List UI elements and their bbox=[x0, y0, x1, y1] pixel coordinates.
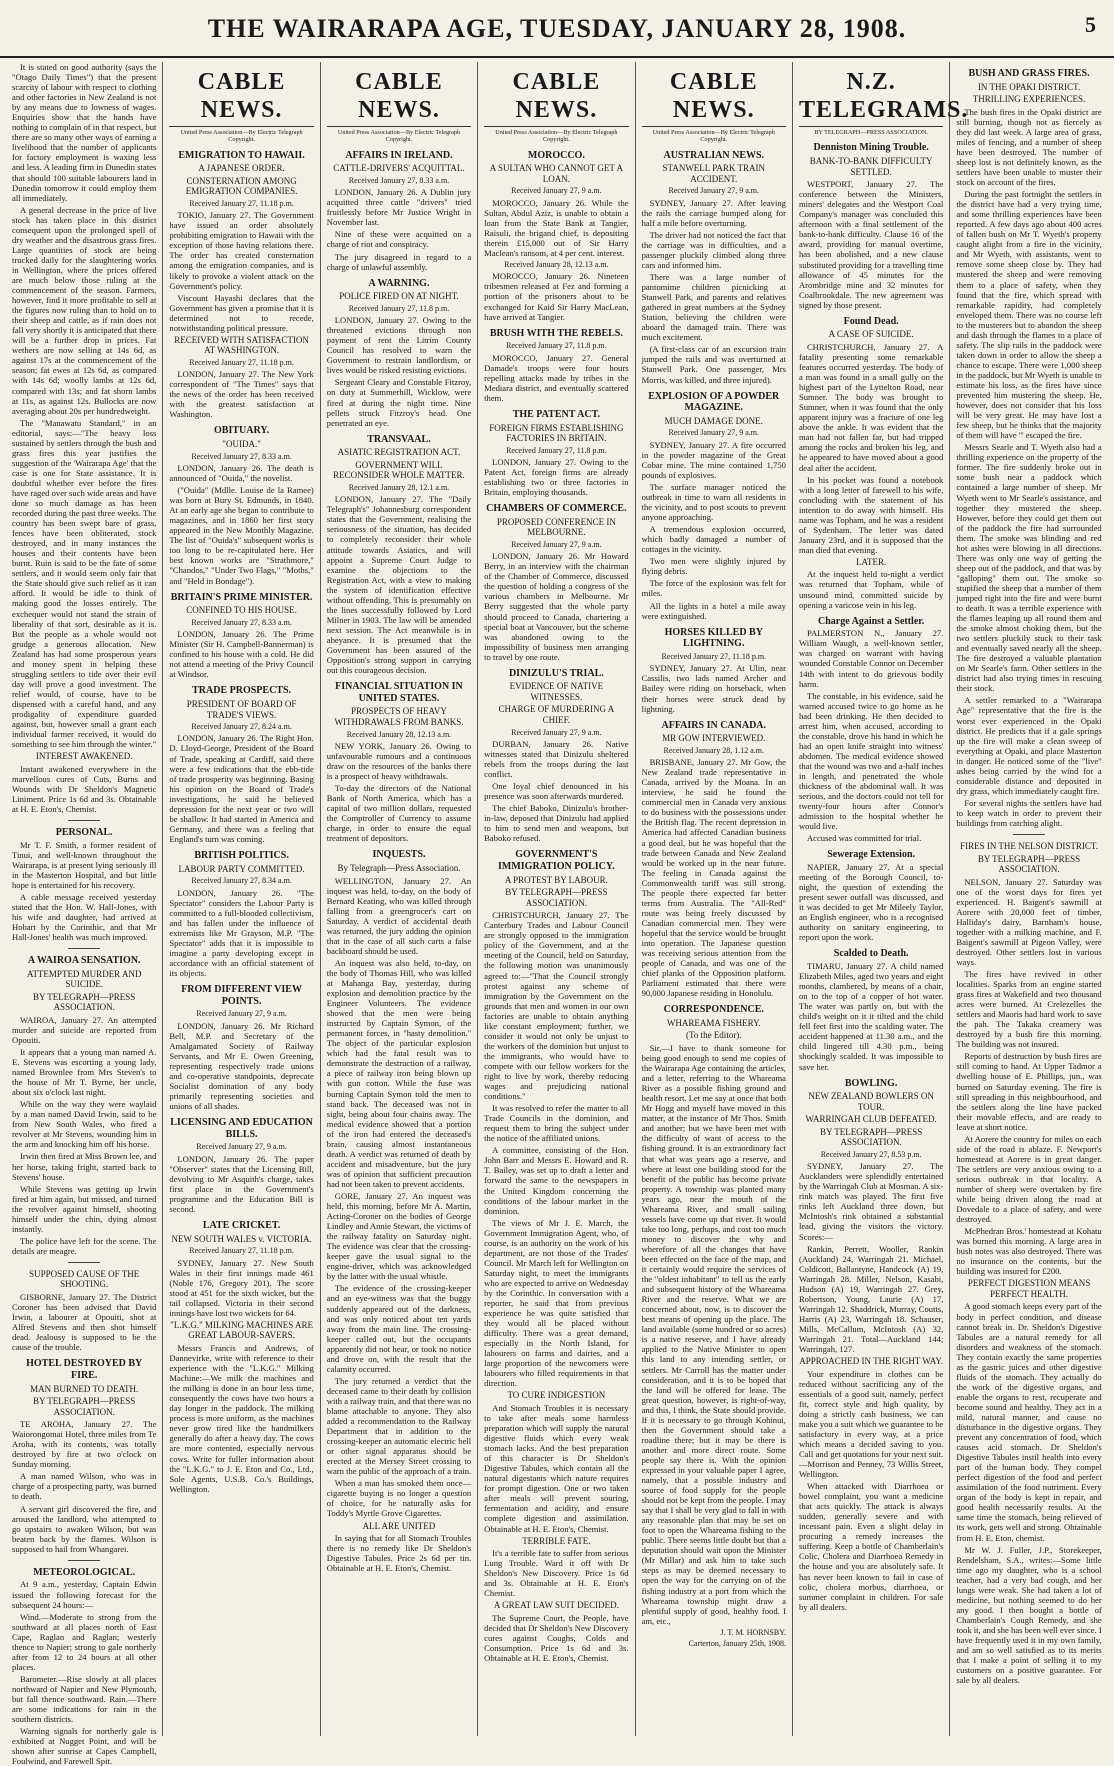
article-subheadline: TO CURE INDIGESTION bbox=[507, 1390, 606, 1401]
article-subheadline: A PROTEST BY LABOUR. bbox=[504, 874, 608, 885]
article-paragraph: Messrs Francis and Andrews, of Dannevirke, write with reference to their experience with the "L.K.G." Milking Machine:—We milk the machines and the milking is done in an hour less time, consequently the cows have two hours a day longer in the paddock. The milking process is more uniform, as the machines never grow tired like the handmilkers generally do after a heavy day. The cows are more contented, especially nervous cows. Write for fuller information about the "L.K.G." to J. E. Eton and Co., Ltd., Sole Agents, U.S.B. Co.'s Buildings, Wellington. bbox=[169, 1342, 314, 1494]
article-subheadline: ASIATIC REGISTRATION ACT. bbox=[337, 447, 461, 458]
dateline: Received January 27, 8.53 p.m. bbox=[820, 1149, 922, 1159]
column-rule bbox=[68, 1560, 100, 1561]
dateline: Received January 27, 9 a.m. bbox=[668, 186, 759, 196]
column-1 bbox=[6, 62, 163, 1766]
column-2 bbox=[163, 62, 320, 1736]
article-headline: AFFAIRS IN CANADA. bbox=[661, 719, 767, 731]
article-paragraph: Sir,—I have to thank someone for being good enough to send me copies of the Wairarapa Age containing the articles, and a letter, referring to the Whareama River as a possible fishing ground and health resort. Let me say at once that both Mr Hogg and myself have moved in this matter, at the instance of Mr Thos. Smith and another; but we have been met with the difficulty of want of access to the fishing ground. It is an extraordinary fact that what was years ago a reserve, and where at least one building stood for the benefit of the public has become private property. A township was planted many years ago, near the mouth of the Whareama River, and small sailing vessels have come up that river. It would take too long, perhaps, and cost too much money to discover the why and wherefore of all the changes that have been effected on the face of the map, and it certainly would require the services of the "oldest inhabitant" to tell us the early and subsequent history of the Whareama River and the reserve. What we are concerned about, now, is to discover the best means of opening up the place. The land available (some hundred or so acres) is a native reserve, and I have already applied to the Native Minister to open this land to any intending settler, or settlers. Mr Carroll has the matter under consideration, and it is to be hoped that the land will be offered for lease. The great question, however, is right-of-way, and this, I think, the State should provide. If it is necessary to go through Kohinui, then the Government should take a roadline there; but it may be there is another and more direct route. Some people say there is. With the opinion expressed in your valuable paper I agree, namely, that a possible industry and source of food supply for the people should not be kept from the people. I may say that I shall be very glad to fall in with any reasonable plan that may be set on foot to open the Whareama fishing to the public. There seems little doubt but that a deputation should wait upon the Minister (Mr Millar) and ask him to take such steps as may be deemed necessary to open the way for the carrying on of the fishing industry at a port from which the Whareama township might draw a plentiful supply of good, healthy food. I am, etc., bbox=[641, 1043, 786, 1626]
article-paragraph: The surface manager noticed the outbreak in time to warn all residents in the vicinity, and to post scouts to prevent anyone approaching. bbox=[641, 482, 786, 523]
article-subheadline: GOVERNMENT WILL RECONSIDER WHOLE MATTER. bbox=[333, 459, 465, 481]
column-5 bbox=[636, 62, 793, 1736]
article-paragraph: The chief Baboko, Dinizulu's brother-in-law, deposed that Dinizulu had applied to him to send men and weapons, but Baboko refused. bbox=[484, 803, 629, 844]
column-rule bbox=[68, 948, 100, 949]
article-subheadline: MR GOW INTERVIEWED. bbox=[662, 733, 766, 744]
article-headline: HOTEL DESTROYED BY FIRE. bbox=[26, 1358, 143, 1381]
dateline: Received January 27, 11.18 p.m. bbox=[189, 198, 294, 208]
article-paragraph: MOROCCO, January 27. General Damade's troops were four hours repelling attacks made by tribes in the Mediara district, and eventually scattered them. bbox=[484, 352, 629, 403]
article-paragraph: An inquest was also held, to-day, on the body of Thomas Hill, who was killed at Mahanga Bay, yesterday, during explosion and demolition practice by the Engineer Volunteers. The evidence showed that the men were being instructed by Captain Symon, of the permanent forces, in "hasty demolition." The object of the particular explosion which had the fatal result was to demonstrate the destruction of a railway, a piece of railway iron being blown up with gun cotton. While the fuse was burning Captain Symon told the men to stand back. The deceased was not in sight, being about four chains away. The medical evidence showed that a portion of the iron had entered the deceased's brain, causing almost instantaneous death. A verdict was returned of death by accident and misadventure, but the jury was of opinion that sufficient precaution had not been taken to prevent accidents. bbox=[326, 957, 472, 1189]
page-number: 5 bbox=[1085, 12, 1096, 37]
article-subheadline: CATTLE-DRIVERS' ACQUITTAL. bbox=[333, 163, 465, 174]
heading-rule bbox=[484, 126, 628, 127]
article-paragraph: A tremendous explosion occurred, which badly damaged a number of cottages in the vicinity. bbox=[641, 524, 786, 555]
article-paragraph: SYDNEY, January 27. At Ulin, near Cassilis, two lads named Archer and Bailey were riding on horseback, when their horses were struck dead by lightning. bbox=[641, 663, 786, 714]
article-subheadline: (To the Editor). bbox=[685, 1030, 742, 1041]
article-headline: BUSH AND GRASS FIRES. bbox=[968, 68, 1090, 79]
article-subheadline: STANWELL PARK TRAIN ACCIDENT. bbox=[662, 163, 765, 184]
article-paragraph: At Aorere the country for miles on each side of the road is ablaze. F. Newport's homestead at Aorere is in great danger. The settlers are very anxious owing to a serious outbreak in that locality. A number of sheep were overtaken by fire while being driven along the road at Dovedale to a place of safety, and were destroyed. bbox=[956, 1133, 1102, 1225]
article-paragraph: While on the way they were waylaid by a man named David Irwin, said to be from New South Wales, who fired a revolver at Mr Stevens, wounding him in the arm and knocking him off his horse. bbox=[12, 1099, 157, 1150]
article-paragraph: The Supreme Court, the People, have decided that Dr Sheldon's New Discovery cures against Coughs, Colds and Consumption. Price 1s 6d and 3s. Obtainable at H. E. Eton's, Chemist. bbox=[484, 1612, 629, 1664]
article-subheadline: WHAREAMA FISHERY. bbox=[666, 1017, 761, 1028]
article-paragraph: ("Ouida" (Mdlle. Louise de la Ramee) was born at Bury St. Edmunds, in 1840. At an early age she began to contribute to magazines, and in 1860 her first story appeared in the New Monthly Magazine. The list of "Ouida's" subsequent works is too long to be re-capitulated here. Her best known works are "Strathmore," "Chandos," "Under Two Flags," "Moths," and "Held in Bondage"). bbox=[169, 485, 314, 586]
article-subheadline: CONSTERNATION AMONG EMIGRATION COMPANIES. bbox=[185, 175, 298, 197]
article-headline: THE PATENT ACT. bbox=[512, 408, 601, 420]
article-paragraph: A general decrease in the price of live stock has taken place in this district consequent upon the prolonged spell of dry weather and the disastrous grass fires. Large quantities of stock are being trucked daily for the slaughtering works in Wellington, where the prices offered are much below those ruling at the commencement of the season. Farmers, however, find it more profitable to sell at the figures now ruling than to hold on to their sheep and cattle, as if rain does not fall very shortly it is anticipated that there will be a further drop in prices. Fat wethers are now selling at 14s 6d, as against 17s at the commencement of the season; fat ewes at 12s 6d, as compared with 14s 6d; woolly lambs at 12s 6d, compared with 13s; and fat shorn lambs at 11s, as against 12s. Bullocks are now averaging about 20s per hundredweight. bbox=[12, 204, 157, 416]
article-paragraph: Warning signals for northerly gale is exhibited at Nugget Point, and will be shown after sunrise at Capes Campbell, Foulwind, and Farewell Spit. bbox=[12, 1726, 157, 1766]
dateline: Received January 28, 1.12 a.m. bbox=[663, 745, 764, 755]
column-heading: CABLE NEWS. bbox=[197, 69, 286, 124]
article-paragraph: A committee, consisting of the Hon. John Barr and Messrs E. Howard and R. T. Bailey, was set up to draft a letter and forward the same to the newspapers in the United Kingdom concerning the conditions of the labour market in the dominion. bbox=[484, 1145, 629, 1216]
article-subheadline: POLICE FIRED ON AT NIGHT. bbox=[339, 291, 459, 302]
article-paragraph: At 9 a.m., yesterday, Captain Edwin issued the following forecast for the subsequent 24 hours:— bbox=[12, 1579, 157, 1610]
article-subheadline: NEW SOUTH WALES v. VICTORIA. bbox=[171, 1233, 312, 1244]
article-paragraph: Reports of destruction by bush fires are still coming to hand. At Upper Tadmor a dwelling house of E. Phillips, jun., was burned on Saturday evening. The fire is still spreading in this neighbourhood, and the settlers along the line have packed their movable effects, and are ready to leave at short notice. bbox=[956, 1051, 1102, 1132]
article-subheadline: TERRIBLE FATE. bbox=[522, 1535, 591, 1546]
article-subheadline: FIRES IN THE NELSON DISTRICT. bbox=[960, 841, 1098, 852]
article-subheadline: INTEREST AWAKENED. bbox=[35, 751, 133, 762]
article-subheadline: SUPPOSED CAUSE OF THE SHOOTING. bbox=[29, 1268, 140, 1290]
article-headline: AUSTRALIAN NEWS. bbox=[663, 149, 765, 161]
article-headline: MOROCCO. bbox=[527, 149, 585, 161]
column-3 bbox=[321, 62, 478, 1736]
article-subheadline: ATTEMPTED MURDER AND SUICIDE. bbox=[26, 968, 142, 990]
dateline: Received January 27, 8.34 a.m. bbox=[191, 876, 292, 886]
article-paragraph: During the past fortnight the settlers in the district have had a very trying time, and some thrilling experiences have been reported. A few days ago about 400 acres of fallen bush on Mr T. Wyeth's property caught alight from a fire in the vicinity, and Mr Wyeth, with assistants, went to remove some sheep close by. They had mustered the sheep and were removing them to a place of safety, when they found that the fire, which spread with remarkable rapidity, had completely enveloped them. There was no course left to the musterers but to abandon the sheep and dash through the flames to a place of safety. The slip rails in the paddock were taken down in order to allow the sheep a chance to escape. There were 1,000 sheep in the paddock, but Mr Wyeth is unable to estimate his loss, as the fires have since prevented him mustering the sheep. He, however, does not consider that his loss will be very great. He may have lost a few sheep, but he thinks that the majority of them will have ''' escaped the fire. bbox=[956, 189, 1102, 441]
article-paragraph: LONDON, January 26. A Dublin jury acquitted three cattle "drivers" tried fruitlessly before Mr Justice Wright in November last. bbox=[326, 187, 472, 228]
column-rule bbox=[1013, 834, 1045, 835]
article-paragraph: The force of the explosion was felt for miles. bbox=[641, 578, 786, 599]
dateline: Received January 27, 11.18 p.m. bbox=[189, 1246, 294, 1256]
heading-rule bbox=[799, 126, 943, 127]
dateline: Received January 27, 9 a.m. bbox=[511, 727, 602, 737]
article-headline: CHAMBERS OF COMMERCE. bbox=[486, 503, 627, 515]
copyright-note: United Press Association—By Electric Telegraph Copyright. bbox=[495, 129, 618, 144]
article-paragraph: NELSON, January 27. Saturday was one of the worst days for fires yet experienced. H. Baigent's sawmill at Aorere with 20,000 feet of timber, Halliday's dairy, Barnham's house, together with a milking machine, and F. Baigent's sawmill at Pigeon Valley, were destroyed. Other settlers lost in various ways. bbox=[956, 876, 1102, 967]
article-paragraph: A settler remarked to a "Wairarapa Age" representative that the fire is the worst ever experienced in the Opaki district. He predicts that if a gale springs up the fire will make a clean sweep of everything at Opaki, and place Masterton in danger. He noticed some of the "live" ashes being carried by the wind for a considerable distance and deposited in dry grass, which immediately caught fire. bbox=[956, 695, 1102, 796]
article-headline: BRUSH WITH THE REBELS. bbox=[489, 327, 623, 339]
article-paragraph: The fires have revived in other localities. Sparks from an engine started grass fires at Wakefield and two thousand acres were burned. At Crelezelles the settlers and Maoris had hard work to save the pah. The Takaka creamery was destroyed by a bush fire this morning. The building was not insured. bbox=[956, 969, 1102, 1050]
article-paragraph: At the inquest held to-night a verdict was returned that Topham, while of unsound mind, committed suicide by opening a varicose vein in his leg. bbox=[798, 569, 944, 610]
article-subheadline: BY TELEGRAPH—PRESS ASSOCIATION. bbox=[820, 1126, 923, 1148]
article-paragraph: BRISBANE, January 27. Mr Gow, the New Zealand trade representative in Canada, arrived by the Moana. In an interview, he said he found the commercial men in Canada very anxious to do business with the possessions under the British flag. The recent depression in America had affected Canadian business a good deal, but he was hopeful that the trade between Canada and New Zealand would be worked up in the near future. The feeling in Canada against the Commonwealth tariff was still strong. The people there expected far better terms from Australia. The "All-Red" route was being freely discussed by Canadian commercial men. They were hopeful that the service would be brought into operation. The Japanese question was receiving serious attention from the people of Canada, and was one of the chief planks of the Opposition platform. Parliament estimated that there were 90,000 Japanese residing in Honolulu. bbox=[641, 757, 786, 999]
article-paragraph: A servant girl discovered the fire, and aroused the landlord, who attempted to go upstairs to awaken Wilson, but was beaten back by the flames. Wilson is supposed to hail from Whangarei. bbox=[12, 1503, 157, 1554]
article-paragraph: Mr T. F. Smith, a former resident of Tinui, and well-known throughout the Wairarapa, is at present lying seriously ill in the Masterton Hospital, and but little hope is entertained for his recovery. bbox=[12, 839, 157, 890]
article-paragraph: McPhedran Bros.' homestead at Kohatu was burned this morning. A large area in bush notes was also destroyed. There was no insurance on the contents, but the building was insured for £200. bbox=[956, 1226, 1102, 1277]
article-subheadline: "L.K.G." MILKING MACHINES ARE GREAT LABOUR-SAVERS. bbox=[170, 1319, 314, 1341]
dateline: Received January 27, 8.33 a.m. bbox=[191, 451, 292, 461]
dateline: Received January 27, 8.33 a.m. bbox=[348, 175, 450, 185]
article-paragraph: LONDON, January 27. The "Daily Telegraph's" Johannesburg correspondent states that the Government, realising the seriousness of the situation, has decided to completely reconsider their whole attitude towards Asiatics, and will appoint a Supreme Court Judge to examine the objections to the Registration Act, with a view to making the system of identification effective without offending. This is presumably on the lines successfully followed by Lord Milner in 1903. The law will be amended next session. The Act meanwhile is in abeyance. It is presumed that the Government has been assured of the Opposition's strong support in carrying out this courageous decision. bbox=[326, 494, 472, 676]
article-paragraph: The evidence of the crossing-keeper and an eye-witness was that the buggy suddenly appeared out of the darkness, and was only noticed about ten yards away from the main line. The crossing-keeper called out, but the occupants apparently did not hear, or took no notice and drove on, with the result that the calamity occurred. bbox=[326, 1283, 472, 1374]
article-paragraph: The "Manawatu Standard," in an editorial, says:—"The heavy loss sustained by settlers through the bush and grass fires this year justifies the suggestion of the 'Wairarapa Age' that the case is one for State assistance. It is doubtful whether ever before the fires have raged over such wide areas and have done so much damage as has been recorded during the past three weeks. The country has been swept bare of grass, fences have been obliterated, stock destroyed, and in many instances the houses and their contents have been burnt. Ruin is said to be the fate of some settlers, and it would seem only fair that the State should give such relief as it can afford. It would be idle to think of making good the losses entirely. The exchequer would not stand the strain of liberality of that sort, desirable as it is. But the people as a whole would not grudge a generous allocation. New Zealand has had some prosperous years and money spent in helping these struggling settlers to tide over their evil day will prove a good investment. The relief would, of course, have to be dispensed with a careful hand, and any prodigality of expenditure guarded against, but, however small a grant each individual farmer received, it would do something to see him through the winter." bbox=[12, 417, 157, 750]
article-paragraph: GISBORNE, January 27. The District Coroner has been advised that David Irwin, a labourer at Opouiti, shot at Alfred Stevens and then shot himself dead. Jealousy is supposed to be the cause of the trouble. bbox=[12, 1291, 157, 1353]
article-paragraph: WAIROA, January 27. An attempted murder and suicide are reported from Opouiti. bbox=[12, 1014, 157, 1045]
article-subheadline: A JAPANESE ORDER. bbox=[198, 163, 285, 174]
article-paragraph: NAPIER, January 27. At a special meeting of the Borough Council, to-night, the question of extending the present sewer outfall was discussed, and it was decided to get Mr Mileely Taylor, an English engineer, who is a recognised authority on sanitary engineering, to report upon the work. bbox=[798, 861, 944, 943]
article-paragraph: DURBAN, January 26. Native witnesses stated that Dinizulu sheltered rebels from the troops during the last conflict. bbox=[484, 738, 629, 779]
article-paragraph: It appears that a young man named A. E. Stevens was escorting a young lady, named Brownlee from Mrs Steven's to the house of Mr T. Byrne, her uncle, about six o'clock last night. bbox=[12, 1046, 157, 1098]
dateline: Received January 27, 9 a.m. bbox=[511, 539, 602, 549]
article-headline: HORSES KILLED BY LIGHTNING. bbox=[664, 626, 763, 650]
heading-rule bbox=[642, 126, 786, 127]
article-paragraph: MOROCCO, January 26. While the Sultan, Abdul Aziz, is unable to obtain a loan from the State Bank at Tangier, Raisuli, the brigand chief, is depositing therein £15,000 out of Sir Harry Maclean's ransom, at 4 per cent. interest. bbox=[484, 197, 629, 258]
article-paragraph: The police have left for the scene. The details are meagre. bbox=[12, 1235, 157, 1256]
article-headline: TRANSVAAL. bbox=[367, 433, 431, 445]
article-paragraph: SYDNEY, January 27. New South Wales in their first innings made 461 (Noble 176, Gregory 201). The score stood at 451 for the sixth wicket, but the tail collapsed. Victoria in their second innings have lost two wickets for 64. bbox=[169, 1257, 314, 1318]
article-subheadline: PRESIDENT OF BOARD OF TRADE'S VIEWS. bbox=[186, 699, 297, 720]
article-paragraph: LONDON, January 26. The Prime Minister (Sir H. Campbell-Bannerman) is confined to his house with a cold. He did not attend a meeting of the Privy Council at Windsor. bbox=[169, 629, 314, 680]
article-headline: Charge Against a Settler. bbox=[818, 615, 925, 627]
article-subheadline: By Telegraph—Press Association. bbox=[337, 863, 461, 874]
article-headline: GOVERNMENT'S IMMIGRATION POLICY. bbox=[498, 849, 615, 873]
article-subheadline: MAN BURNED TO DEATH. bbox=[30, 1383, 139, 1394]
article-paragraph: Wind.—Moderate to strong from the southward at all places north of East Cape, Raglan and Raglan; westerly thence to Napier; strong to gale northerly after from 12 to 24 hours at all other places. bbox=[12, 1611, 157, 1672]
article-subheadline: "OUIDA." bbox=[222, 439, 261, 450]
article-headline: EXPLOSION OF A POWDER MAGAZINE. bbox=[648, 390, 780, 414]
article-paragraph: LONDON, January 26. The death is announced of "Ouida," the novelist. bbox=[169, 463, 314, 484]
article-headline: A WARNING. bbox=[368, 277, 430, 289]
column-heading: CABLE NEWS. bbox=[669, 69, 758, 124]
dateline: Received January 28, 12.13 a.m. bbox=[346, 729, 452, 739]
heading-rule bbox=[169, 126, 313, 127]
article-paragraph: The jury disagreed in regard to a charge of unlawful assembly. bbox=[326, 251, 472, 272]
article-subheadline: ALL ARE UNITED bbox=[362, 1520, 436, 1531]
article-paragraph: Instant awakened everywhere in the marvellous cures of Cuts, Burns and Wounds with Dr Sheldon's Magnetic Liniment. Price 1s 6d and 3s. Obtainable at H. E. Eton's, Chemist. bbox=[12, 763, 157, 814]
article-headline: Scalded to Death. bbox=[833, 948, 909, 960]
article-paragraph: In saying that for all Stomach Troubles there is no remedy like Dr Sheldon's Digestive Tabules. Price 2s 6d per tin. Obtainable at H. E. Eton's, Chemist. bbox=[326, 1533, 472, 1574]
article-paragraph: LONDON, January 26. The paper "Observer" states that the Licensing Bill, devolving to Mr Asquith's charge, takes first place in the Government's programme and the Education Bill is second. bbox=[169, 1153, 314, 1215]
dateline: Received January 27, 9 a.m. bbox=[196, 1142, 287, 1152]
article-subheadline: BY TELEGRAPH—PRESS ASSOCIATION. bbox=[505, 887, 608, 908]
newspaper-columns bbox=[6, 62, 1108, 1766]
article-subheadline: WARRINGAH CLUB DEFEATED. bbox=[805, 1114, 937, 1125]
column-heading: N.Z. TELEGRAMS. bbox=[798, 69, 969, 124]
article-subheadline: LATER. bbox=[856, 556, 887, 567]
article-paragraph: Rankin, Perrett, Wooller, Rankin (Auckland) 24, Warringah 21. Michael, Coldicott, Ballantyne, Handcock (A) 19, Warringah 28. Miller, Nelson, Kasabi, Hudson (A) 19, Warringah 27. Grey, Robertson, Young, Laurie (A) 17, Warringah 12. Shaddrick, Murray, Coutts, Harris (A) 23, Warringah 18. Schauser, Mills, McCallum, McIntosh (A) 32, Warringah 21. Total—Auckland 144; Warringah, 127. bbox=[798, 1243, 944, 1355]
article-paragraph: And Stomach Troubles it is necessary to take after meals some harmless preparation which will supply the natural digestive fluids which every weak stomach lacks. And the best preparation of this character is Dr Sheldon's Digestive Tabules, which contain all the natural digestants which nature requires for prompt digestion. One or two taken after meals will prevent souring, fermentation and acidity, and ensure complete digestion and assimilation. Obtainable at H. E. Eton's, Chemist. bbox=[484, 1402, 629, 1534]
article-subheadline: RECEIVED WITH SATISFACTION AT WASHINGTON. bbox=[174, 334, 309, 356]
dateline: Received January 27, 11.8 p.m. bbox=[506, 341, 607, 351]
article-paragraph: It's a terrible fate to suffer from serious Lung Trouble. Ward it off with Dr Sheldon's New Discovery. Price 1s 6d and 3s. Obtainable at H. E. Eton's Chemist. bbox=[484, 1548, 629, 1599]
article-paragraph: LONDON, January 26. The Right Hon. D. Lloyd-George, President of the Board of Trade, speaking at Cardiff, said there were a few indications that the ebb-tide of trade prosperity was beginning. Basing his opinion on the Board of Trade's investigations, he said he believed depression for the next year or two will be shallow. It had started in America and Germany, and there was a feeling that England's turn was coming. bbox=[169, 733, 314, 844]
article-subheadline: BY TELEGRAPH—PRESS ASSOCIATION. bbox=[977, 853, 1081, 875]
article-paragraph: Messrs Searle and T. Wyeth also had a thrilling experience on the property of the former. The fire suddenly broke out in some bush near a paddock which contained a large number of sheep. Mr Wyeth went to Mr Searle's assistance, and together they mustered the sheep. However, before they could get them out of the paddock the fire had surrounded them. The smoke was blinding and red hot ashes were blowing in all directions. There was only one way of getting the sheep out of the paddock, and that was by "galloping" them out. The smoke so stupified the sheep that a number of them jumped right into the fire and were burnt to death. It was a terrible experience with the flames leaping up all round them and the smoke almost choking them, but the two settlers pluckily stuck to their task and eventually saved nearly all the sheep. The fire destroyed a valuable plantation on Mr Searle's farm. Other settlers in the district had also trying times in rescuing their stock. bbox=[956, 442, 1102, 694]
article-paragraph: The constable, in his evidence, said he warned accused twice to go home as he had been drinking. He then decided to arrest him, when accused, according to the constable, drove his hand in which he had an open knife straight into witness' abdomen. The medical evidence showed that the wound was two and a-half inches in length, and penetrated the whole thickness of the abdominal wall. It was serious, and the doctors could not tell for twenty-four hours after Connor's admission to the hospital whether he would live. bbox=[798, 690, 944, 832]
column-rule bbox=[68, 1262, 100, 1263]
article-paragraph: TOKIO, January 27. The Government have issued an order absolutely prohibiting emigration to Hawaii with the exception of those having relations there. The order has created consternation among the emigration companies, and is likely to provoke a violent attack on the Government's policy. bbox=[169, 210, 314, 291]
dateline: Received January 27, 11.8 p.m. bbox=[348, 303, 450, 313]
article-paragraph: NEW YORK, January 26. Owing to unfavourable rumours and a continuous draw on the resources of the banks there is a prospect of heavy withdrawals. bbox=[326, 740, 472, 782]
article-headline: BRITISH POLITICS. bbox=[194, 849, 289, 861]
dateline: Received January 27, 11.8 p.m. bbox=[506, 445, 607, 455]
column-rule bbox=[68, 820, 100, 821]
dateline: Received January 27, 8.33 a.m. bbox=[191, 617, 292, 627]
article-paragraph: LONDON, January 27. Owing to the Patent Act, foreign firms are already establishing two or three factories in Britain, employing thousands. bbox=[484, 456, 629, 498]
article-paragraph: SYDNEY, January 27. A fire occurred in the powder magazine of the Great Cobar mine. The mine contained 1,750 pounds of explosives. bbox=[641, 439, 786, 480]
article-paragraph: It was resolved to refer the matter to all Trade Councils in the dominion, and request them to bring the subject under the notice of the affiliated unions. bbox=[484, 1103, 629, 1144]
article-subheadline: APPROACHED IN THE RIGHT WAY. bbox=[799, 1356, 944, 1367]
article-paragraph: Your expenditure in clothes can be reduced without sacrificing any of the essentials of a good suit, namely, perfect fit, correct style and high quality, by doing a strictly cash business, we can make you a suit which we guarantee to be satisfactory in every way, at a price which means a decided saving to you. Call and get quotations for your next suit.—Morrison and Penney, 73 Willis Street, Wellington. bbox=[798, 1368, 944, 1480]
article-subheadline: CHARGE OF MURDERING A CHIEF. bbox=[498, 704, 615, 725]
article-paragraph: LONDON, January 26. Mr Richard Bell, M.P. and Secretary of the Amalgamated Society of Railway Servants, and Mr E. Owen Greening, representing respectively trade unions and co-operative standpoints, deprecate Socialist domination of any body primarily representing societies and unions of all shades. bbox=[169, 1020, 314, 1112]
article-headline: FINANCIAL SITUATION IN UNITED STATES. bbox=[335, 681, 463, 704]
article-paragraph: A man named Wilson, who was in charge of a prospecting party, was burned to death. bbox=[12, 1471, 157, 1502]
dateline: Received January 28, 12.13 a.m. bbox=[504, 260, 609, 270]
copyright-note: BY TELEGRAPH—PRESS ASSOCIATION. bbox=[814, 129, 928, 137]
dateline: Received January 27, 11.18 p.m. bbox=[661, 652, 767, 661]
dateline: Received January 28, 12.1 a.m. bbox=[348, 482, 450, 492]
article-paragraph: One loyal chief denounced in his presence was soon afterwards murdered. bbox=[484, 781, 629, 802]
article-paragraph: All the lights in a hotel a mile away were extinguished. bbox=[641, 600, 786, 621]
article-subheadline: IN THE OPAKI DISTRICT. bbox=[977, 81, 1081, 92]
masthead bbox=[0, 0, 1114, 58]
article-paragraph: SYDNEY, January 27. The Aucklanders were splendidly entertained by the Warringah Club at Mosman. A six-rink match was played. The first five rinks left Auckland three down, but McIntosh's rink obtained a substantial lead, giving the visitors the victory. Scores:— bbox=[798, 1161, 944, 1242]
article-paragraph: TIMARU, January 27. A child named Elizabeth Miles, aged two years and eight months, clambered, by means of a chair, on to the top of a copper of hot water. The water was partly on, but with the child's weight on it it tilted and the child fell feet first into the scalding water. The accident happened at 11.30 a.m., and the child lingered till 4.30 p.m., being shockingly scalded. It was impossible to save her. bbox=[798, 961, 944, 1072]
article-paragraph: SYDNEY, January 27. After leaving the rails the carriage bumped along for half a mile before overturning. bbox=[641, 197, 786, 228]
article-paragraph: There was a large number of pantomime children picnicking at Stanwell Park, and parents and relatives gathered in great numbers at the Sydney Station, believing the children were aboard the damaged train. There was much excitement. bbox=[641, 272, 786, 343]
article-paragraph: Accused was committed for trial. bbox=[806, 833, 922, 844]
article-paragraph: LONDON, January 26. Mr Howard Berry, in an interview with the chairman of the Chamber of Commerce, discussed the question of holding a congress of the various chambers in Melbourne. Mr Berry suggested that the whole party should proceed to Canada, chartering a special boat at Vancouver, but the scheme was abandoned owing to the impossibility of business men arranging to travel by one route. bbox=[484, 551, 629, 662]
article-paragraph: The bush fires in the Opaki district are still burning, though not as fiercely as they did last week. A large area of grass, miles of fencing, and a number of sheep have been destroyed. The number of sheep lost is not definitely known, as the settlers have been unable to muster their stock on account of the fires. bbox=[956, 106, 1102, 188]
article-paragraph: WELLINGTON, January 27. An inquest was held, to-day, on the body of Bernard Keating, who was killed through falling from a greengrocer's cart on Saturday. A verdict of accidental death was returned, the jury adding the opinion that in the case of all such carts a false backboard should be used. bbox=[326, 875, 472, 956]
column-4 bbox=[478, 62, 635, 1736]
article-paragraph: The jury returned a verdict that the deceased came to their death by collision with a railway train, and that there was no blame attachable to anyone. They also added a recommendation to the Railway Department that in addition to the crossing-keeper an automatic electric bell or other signal apparatus should be erected at the Mersey Street crossing to warn the public of the approach of a train. bbox=[326, 1375, 472, 1477]
column-heading: CABLE NEWS. bbox=[512, 69, 601, 124]
dateline: Received January 27, 9 a.m. bbox=[668, 428, 759, 438]
column-6 bbox=[793, 62, 969, 1736]
article-subheadline: MUCH DAMAGE DONE. bbox=[664, 415, 763, 426]
article-headline: TRADE PROSPECTS. bbox=[192, 685, 292, 697]
article-paragraph: CHRISTCHURCH, January 27. The Canterbury Trades and Labour Council are strongly opposed to the immigration policy of the Government, and at the meeting of the Council, held on Saturday, the following motion was unanimously agreed to:—"That the Council strongly protest against any scheme of immigration by the Government on the grounds that men and women in our own factories are unable to obtain anything like constant employment; further, we consider it would not only be unjust to the workers of the dominion but unjust to the immigrants, who would have to compete with our fellow workers for the right to live by work, thereby reducing wages and prejudicing national conditions." bbox=[484, 910, 629, 1102]
article-paragraph: PALMERSTON N., January 27. William Waugh, a well-known settler, was charged on warrant with having wounded Constable Connor on December 14th with intent to do grievous bodily harm. bbox=[798, 628, 944, 689]
copyright-note: United Press Association—By Electric Telegraph Copyright. bbox=[180, 129, 303, 144]
heading-rule bbox=[327, 126, 471, 127]
dateline: Received January 27, 11.18 p.m. bbox=[189, 357, 294, 367]
article-subheadline: FOREIGN FIRMS ESTABLISHING FACTORIES IN BRITAIN. bbox=[489, 422, 624, 444]
article-paragraph: CHRISTCHURCH, January 27. A fatality presenting some remarkable features occurred yesterday. The body of a man was found in a small gully on the highest part of the Lyttelton Road, near Sumner. The body was brought to Sumner, when it was found that the only apparent injury was a fracture of one leg above the ankle. It was evident that the man had not fallen far, but had tripped among the rocks and broken his leg, and he appeared to have moved about a good deal after the accident. bbox=[798, 341, 944, 473]
column-heading: CABLE NEWS. bbox=[355, 69, 443, 124]
article-subheadline: CONFINED TO HIS HOUSE. bbox=[186, 605, 297, 616]
article-paragraph: When attacked with Diarrhoea or bowel complaint, you want a medicine that acts quickly. The attack is always sudden, generally severe and with incessant pain. Even a slight delay in procuring a remedy increases the suffering. Keep a bottle of Chamberlain's Colic, Cholera and Diarrhoea Remedy in the house and you are absolutely safe. It has never been known to fail in case of colic, cholera morbus, diarrhoea, or summer complaint in children. For sale by all dealers. bbox=[798, 1481, 944, 1612]
article-subheadline: BANK-TO-BANK DIFFICULTY SETTLED. bbox=[809, 156, 933, 177]
article-headline: BOWLING. bbox=[844, 1077, 898, 1089]
copyright-note: United Press Association—By Electric Telegraph Copyright. bbox=[337, 129, 461, 144]
article-headline: Sewerage Extension. bbox=[827, 849, 916, 861]
article-paragraph: A good stomach keeps every part of the body in perfect condition, and disease cannot break in. Dr. Sheldon's Digestive Tabules are a natural remedy for all disorders and weakness of the stomach. They contain exactly the same properties as the gastric juices and other digestive fluids of the stomach. They actually do the work of the digestive organs, and enable the organs to rest, recuperate and become sound and healthy. They act in a mild, natural manner, and cause no disturbance in the digestive organs. They prevent any concentration of food, which causes acid stomach. Dr Sheldon's Digestive Tabules instil health into every part of the human body. They compel perfect digestion of the food and perfect assimilation of the food nutriment. Every organ of the body is kept in repair, and good health necessarily results. At the same time the stomach, being relieved of its work, gets well and strong. Obtainable from H. E. Eton, chemist. bbox=[956, 1301, 1102, 1543]
article-paragraph: Mr W. J. Fuller, J.P., Storekeeper, Rendelsham, S.A., writes:—Some little time ago my daughter, who is a school teacher, had a very bad cough, and her lungs were weak. She had taken a lot of medicine, but nothing seemed to do her any good. I then bought a bottle of Chamberlain's Cough Remedy, and she took it, and she has been well ever since. I have frequently used it in my own family, and am so well satisfied as to its merits that I make a point of selling it to my customers on a positive guarantee. For sale by all dealers. bbox=[956, 1544, 1102, 1686]
article-paragraph: For several nights the settlers have had to keep watch in order to prevent their buildings from catching alight. bbox=[956, 797, 1102, 828]
article-subheadline: A CASE OF SUICIDE. bbox=[828, 329, 914, 340]
article-subheadline: NEW ZEALAND BOWLERS ON TOUR. bbox=[808, 1091, 934, 1112]
dateline: Received January 27, 8.24 a.m. bbox=[191, 722, 292, 732]
article-headline: Denniston Mining Trouble. bbox=[813, 142, 929, 154]
article-paragraph: When a man has smoked them once—cigarette buying is no longer a question of choice, for he naturally asks for Toddy's Myrtle Grove Cigarettes. bbox=[326, 1478, 472, 1519]
article-paragraph: LONDON, January 27. Owing to the threatened evictions through non payment of rent the Litrim County Council has resolved to warn the Government to restrain landlordism, or lives would be risked resisting evictions. bbox=[326, 315, 472, 376]
article-headline: LATE CRICKET. bbox=[202, 1220, 281, 1232]
article-headline: INQUESTS. bbox=[372, 849, 426, 861]
article-headline: OBITUARY. bbox=[214, 425, 270, 437]
article-headline: AFFAIRS IN IRELAND. bbox=[345, 149, 453, 161]
article-subheadline: EVIDENCE OF NATIVE WITNESSES. bbox=[509, 681, 604, 702]
article-subheadline: PERFECT DIGESTION MEANS PERFECT HEALTH. bbox=[967, 1278, 1091, 1299]
article-headline: CORRESPONDENCE. bbox=[663, 1004, 764, 1016]
article-subheadline: THRILLING EXPERIENCES. bbox=[972, 94, 1086, 105]
article-subheadline: PROPOSED CONFERENCE IN MELBOURNE. bbox=[496, 516, 616, 538]
article-subheadline: PROSPECTS OF HEAVY WITHDRAWALS FROM BANKS. bbox=[334, 706, 464, 727]
article-paragraph: LONDON, January 27. The New York correspondent of "The Times" says that the news of the order has been received with the greatest satisfaction at Washington. bbox=[169, 369, 314, 420]
article-paragraph: TE AROHA, January 27. The Waiorongomai Hotel, three miles from Te Aroha, with its contents, was totally destroyed by fire at two o'clock on Sunday morning. bbox=[12, 1419, 157, 1470]
article-paragraph: The driver had not noticed the fact that the carriage was in difficulties, and a passenger pluckily climbed along three cars and informed him. bbox=[641, 229, 786, 271]
article-paragraph: Irwin then fired at Miss Brown lee, and her horse, taking fright, started back to Stevens' house. bbox=[12, 1151, 157, 1182]
article-paragraph: Nine of these were acquitted on a charge of riot and conspiracy. bbox=[326, 229, 472, 250]
article-subheadline: BY TELEGRAPH—PRESS ASSOCIATION. bbox=[33, 991, 136, 1013]
dateline: Received January 27, 9 a.m. bbox=[196, 1009, 287, 1019]
article-headline: FROM DIFFERENT VIEW POINTS. bbox=[181, 983, 302, 1007]
article-subheadline: A SULTAN WHO CANNOT GET A LOAN. bbox=[489, 163, 623, 184]
column-7 bbox=[950, 62, 1107, 1736]
article-paragraph: MOROCCO, January 26. Nineteen tribesmen released at Fez and forming a portion of the prisoners about to be exchanged for Kaid Sir Harry MacLean, have arrived at Tangier. bbox=[484, 271, 629, 322]
signature: J. T. M. HORNSBY. bbox=[720, 1627, 786, 1637]
signature: Carterton, January 25th, 1908. bbox=[688, 1639, 786, 1649]
article-paragraph: A cable message received yesterday stated that the Hon. W. Hall-Jones, with his wife and daughter, had arrived at Hobart by the Corinthic, and that Mr Hall-Jones' health was much improved. bbox=[12, 891, 157, 943]
article-paragraph: Barometer.—Rise slowly at all places northward of Napier and New Plymouth, but fall thence southward. Rain.—There are some indications for rain in the southern districts. bbox=[12, 1673, 157, 1725]
article-paragraph: (A first-class car of an excursion train jumped the rails and was overturned at Stanwell Park. One passenger, Mrs Morris, was killed, and three injured). bbox=[641, 344, 786, 385]
article-headline: PERSONAL. bbox=[55, 826, 113, 838]
article-paragraph: Sergeant Cleary and Constable Fitzroy, on duty at Summerhill, Wicklow, were fired at during the night time. Nine pellets struck Fitzroy's head. One penetrated an eye. bbox=[326, 377, 472, 428]
dateline: Received January 27, 9 a.m. bbox=[511, 186, 602, 196]
article-headline: DINIZULU'S TRIAL. bbox=[508, 667, 604, 679]
article-headline: LICENSING AND EDUCATION BILLS. bbox=[170, 1117, 313, 1140]
article-headline: BRITAIN'S PRIME MINISTER. bbox=[170, 591, 313, 603]
article-paragraph: It is stated on good authority (says the "Otago Daily Times") that the present scarcity of labour with respect to clothing and other factories in New Zealand is not by any means due to lowness of wages. Enquiries show that the hands have nothing to complain of in that respect, but there are so many other ways of earning a livelihood that the number of applicants for factory employment is waxing less and less. A leading firm in Dunedin states that should 100 suitable labourers land in Dunedin tomorrow it could employ them all immediately. bbox=[12, 62, 157, 203]
article-paragraph: LONDON, January 26. "The Spectator" considers the Labour Party is committed to a full-blooded collectivism, and has fallen under the influence of extremists like Mr Grayson, M.P. "The Spectator" adds that it is impossible to imagine a party developing except in accordance with an official statement of its objects. bbox=[169, 887, 314, 978]
article-headline: Found Dead. bbox=[843, 315, 899, 327]
article-paragraph: The views of Mr J. E. March, the Government Immigration Agent, who, of course, is an authority on the work of his department, are not those of the Trades' Council. Mr March left for Wellington on Saturday night, to meet the immigrants who are expected to arrive on Wednesday by the Corinthic. In conversation with a reporter, he said that from previous experience he was quite satisfied that they would all be placed without difficulty. There was a great demand, especially in the North Island, for labourers on farms and dairies, and a large proportion of the newcomers were labourers who filled requirements in that direction. bbox=[484, 1217, 629, 1389]
article-headline: METEOROLOGICAL. bbox=[33, 1566, 136, 1578]
article-subheadline: LABOUR PARTY COMMITTED. bbox=[178, 863, 305, 874]
article-headline: EMIGRATION TO HAWAII. bbox=[178, 149, 305, 161]
article-paragraph: Two men were slightly injured by flying debris. bbox=[641, 556, 786, 577]
article-paragraph: GORE, January 27. An inquest was held, this morning, before Mr A. Martin, Acting-Coroner on the bodies of George Lindley and Annie Stewart, the victims of the railway fatality on Saturday night. The evidence was clear that the crossing-keeper gave the usual signal to the engine-driver, which was acknowledged by the latter with the usual whistle. bbox=[326, 1191, 472, 1282]
newspaper-title: THE WAIRARAPA AGE, TUESDAY, JANUARY 28, 1908. bbox=[207, 14, 907, 43]
copyright-note: United Press Association—By Electric Telegraph Copyright. bbox=[652, 129, 775, 144]
article-paragraph: While Stevens was getting up Irwin fired at him again, but missed, and turned the revolver against himself, shooting himself under the chin, dying almost instantly. bbox=[12, 1183, 157, 1234]
article-paragraph: To-day the directors of the National Bank of North America, which has a capital of two million dollars, requested the Comptroller of Currency to assume charge, in order to ensure the equal treatment of depositors. bbox=[326, 783, 472, 844]
article-paragraph: Viscount Hayashi declares that the Government has given a promise that it is determined not to recede, notwithstanding political pressure. bbox=[169, 292, 314, 333]
article-subheadline: A GREAT LAW SUIT DECIDED. bbox=[493, 1600, 619, 1611]
article-headline: A WAIROA SENSATION. bbox=[27, 955, 141, 967]
article-subheadline: BY TELEGRAPH—PRESS ASSOCIATION. bbox=[33, 1396, 136, 1417]
article-paragraph: In his pocket was found a notebook with a long letter of farewell to his wife, concluding with the statement of his intention to do away with himself. His name was Topham, and he was a resident of Sydenham. The letter was dated January 23rd, and it is supposed that the man died that evening. bbox=[798, 474, 944, 555]
article-paragraph: WESTPORT, January 27. The conference between the Ministers, miners' delegates and the Westport Coal Company's manager was concluded this afternoon with a final settlement of the bank-to-bank difficulty. Clause 16 of the award, providing for manual overtime, has been abolished, and a new clause substituted providing for a travelling time allowance of 45 minutes for the Arombridge mine and 32 minutes for Coalbrookdale. The new agreement was signed by those present. bbox=[798, 179, 944, 310]
